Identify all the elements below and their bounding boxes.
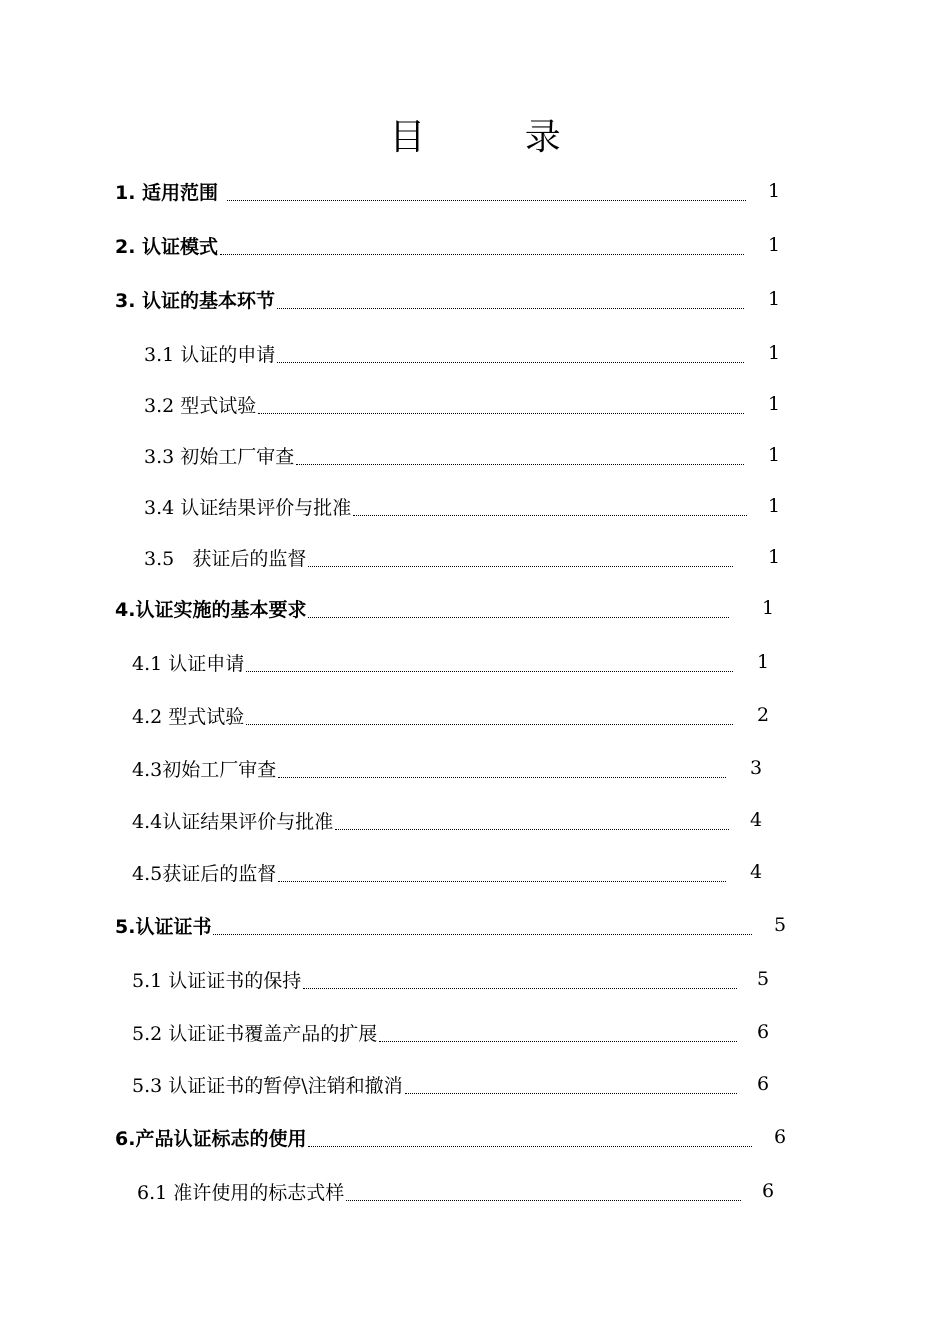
toc-entry-label: 5.认证证书 [115,916,212,938]
toc-entry-label: 3.4 认证结果评价与批准 [144,497,352,519]
toc-entry[interactable] [132,647,733,677]
toc-entry-label: 6.产品认证标志的使用 [115,1128,307,1150]
toc-entry-label: 4.4认证结果评价与批准 [132,811,334,833]
toc-entry-page-number: 6 [756,1073,770,1095]
toc-leader-dots [220,253,744,255]
toc-leader-dots [227,199,746,201]
title-char-2: 录 [524,117,561,158]
toc-entry[interactable] [132,1017,737,1047]
toc-entry-label: 3.5 获证后的监督 [144,548,307,570]
toc-entry[interactable] [132,805,729,835]
toc-entry-page-number: 1 [767,393,781,415]
toc-entry[interactable] [115,176,746,206]
toc-entry-page-number: 1 [767,180,781,202]
toc-leader-dots [246,723,733,725]
toc-entry-label: 6.1 准许使用的标志式样 [137,1182,345,1204]
toc-entry-label: 3. 认证的基本环节 [115,290,276,312]
toc-entry[interactable] [115,230,744,260]
toc-entry[interactable] [144,389,744,419]
toc-entry[interactable] [144,440,744,470]
toc-entry[interactable] [115,593,729,623]
toc-entry-page-number: 1 [767,546,781,568]
toc-entry-label: 4.1 认证申请 [132,653,245,675]
toc-leader-dots [278,776,726,778]
toc-leader-dots [277,307,744,309]
toc-entry-page-number: 5 [773,914,787,936]
toc-leader-dots [303,987,737,989]
toc-leader-dots [308,616,729,618]
toc-entry-label: 5.3 认证证书的暂停\注销和撤消 [132,1075,403,1097]
toc-entry[interactable] [115,910,752,940]
toc-entry-page-number: 6 [756,1021,770,1043]
toc-entry-page-number: 1 [767,444,781,466]
toc-entry-page-number: 1 [767,288,781,310]
toc-entry-page-number: 6 [761,1180,775,1202]
toc-leader-dots [346,1199,741,1201]
toc-leader-dots [379,1040,737,1042]
toc-leader-dots [277,361,744,363]
toc-entry-page-number: 4 [749,809,763,831]
toc-entry-page-number: 1 [767,495,781,517]
toc-entry[interactable] [144,491,747,521]
toc-entry-page-number: 1 [756,651,770,673]
toc-entry-label: 4.3初始工厂审查 [132,759,277,781]
toc-leader-dots [308,1145,752,1147]
toc-entry[interactable] [115,1122,752,1152]
toc-entry-page-number: 1 [767,342,781,364]
toc-entry-page-number: 4 [749,861,763,883]
toc-leader-dots [278,880,726,882]
page-title [0,112,950,164]
toc-entry[interactable] [132,700,733,730]
toc-entry[interactable] [132,964,737,994]
toc-entry[interactable] [115,284,744,314]
toc-entry-page-number: 1 [761,597,775,619]
toc-leader-dots [353,514,747,516]
toc-entry[interactable] [132,857,726,887]
toc-entry-page-number: 2 [756,704,770,726]
toc-entry[interactable] [132,753,726,783]
toc-leader-dots [213,933,752,935]
toc-entry-label: 1. 适用范围 [115,182,225,204]
toc-leader-dots [258,412,744,414]
toc-leader-dots [308,565,733,567]
toc-entry-label: 4.5获证后的监督 [132,863,277,885]
toc-entry-label: 5.2 认证证书覆盖产品的扩展 [132,1023,378,1045]
toc-entry-label: 3.1 认证的申请 [144,344,276,366]
toc-entry[interactable] [144,338,744,368]
toc-entry-label: 5.1 认证证书的保持 [132,970,302,992]
toc-entry-page-number: 1 [767,234,781,256]
toc-entry[interactable] [144,542,733,572]
title-char-1: 目 [389,117,426,158]
toc-entry-page-number: 5 [756,968,770,990]
toc-entry-page-number: 6 [773,1126,787,1148]
toc-leader-dots [335,828,729,830]
toc-entry-label: 4.认证实施的基本要求 [115,599,307,621]
toc-entry[interactable] [132,1069,737,1099]
toc-entry-page-number: 3 [749,757,763,779]
toc-entry-label: 2. 认证模式 [115,236,219,258]
toc-leader-dots [246,670,733,672]
toc-entry[interactable] [137,1176,741,1206]
toc-leader-dots [405,1092,737,1094]
toc-entry-label: 4.2 型式试验 [132,706,245,728]
toc-leader-dots [296,463,744,465]
toc-entry-label: 3.2 型式试验 [144,395,257,417]
toc-entry-label: 3.3 初始工厂审查 [144,446,295,468]
